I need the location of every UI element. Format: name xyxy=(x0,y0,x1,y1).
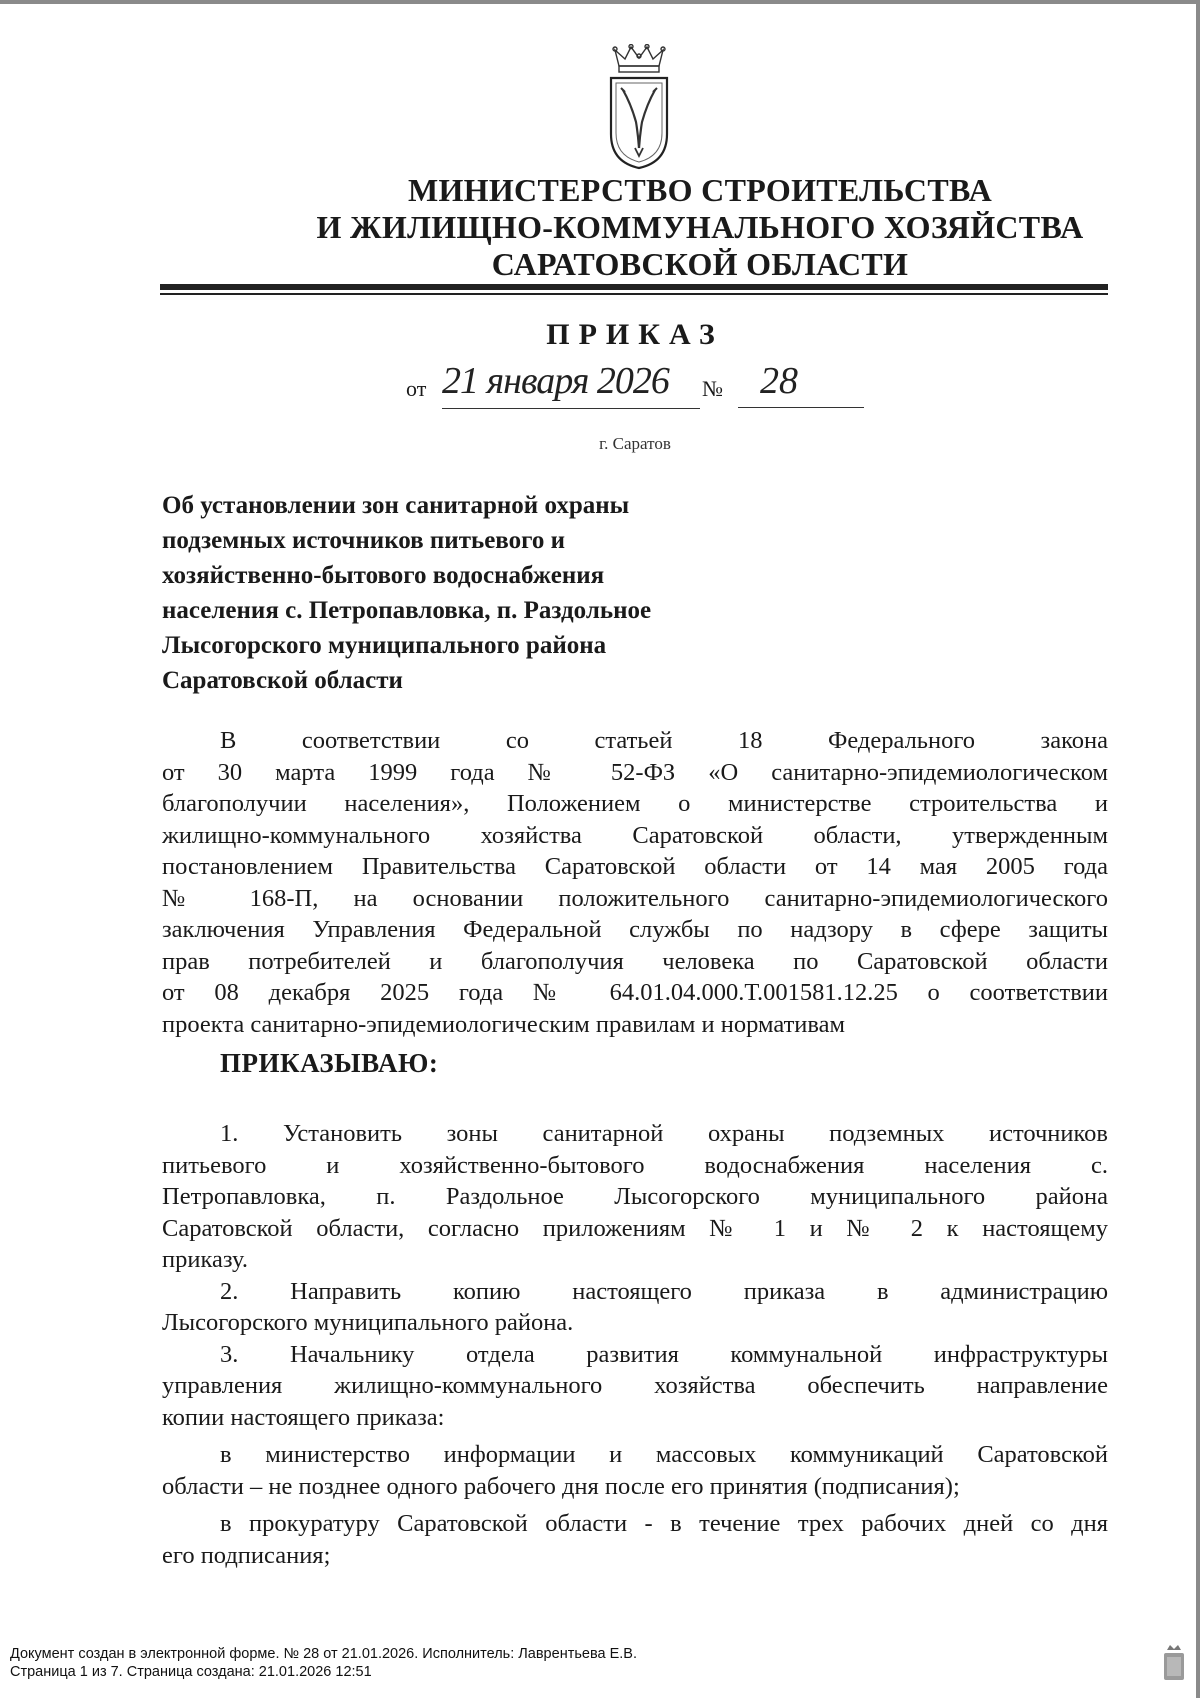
header-rule-thick xyxy=(160,284,1108,290)
ministry-line-1: МИНИСТЕРСТВО СТРОИТЕЛЬСТВА xyxy=(407,172,993,208)
item-1-line: Петропавловка, п. Раздольное Лысогорского муниципального района xyxy=(162,1183,1108,1210)
footer-line-1: Документ создан в электронной форме. № 28 от 21.01.2026. Исполнитель: Лаврентьева Е.В. xyxy=(10,1646,637,1662)
page-border-top xyxy=(0,0,1200,4)
item-1-line: Саратовской области, согласно приложениям № 1 и № 2 к настоящему xyxy=(162,1214,1108,1242)
order-title: ПРИКАЗ xyxy=(546,318,724,351)
subitem-2-line: его подписания; xyxy=(162,1541,331,1569)
subitem-2-line: в прокуратуру Саратовской области - в течение трех рабочих дней со дня xyxy=(220,1510,1108,1537)
preamble-line: от 30 марта 1999 года № 52-ФЗ «О санитарно-эпидемиологическом xyxy=(162,758,1108,786)
order-subject xyxy=(162,488,782,698)
electronic-document-footer xyxy=(10,1645,637,1681)
item-3-line: копии настоящего приказа: xyxy=(162,1403,445,1431)
header-rule-thin xyxy=(160,293,1108,295)
subject-line: Лысогорского муниципального района xyxy=(162,632,607,659)
ministry-name xyxy=(200,172,1200,283)
subject-line: хозяйственно-бытового водоснабжения xyxy=(162,562,605,589)
item-3-line: управления жилищно-коммунального хозяйства обеспечить направление xyxy=(162,1372,1108,1399)
subject-line: населения с. Петропавловка, п. Раздольное xyxy=(162,597,652,624)
footer-line-2: Страница 1 из 7. Страница создана: 21.01.2026 12:51 xyxy=(10,1664,372,1680)
preamble-line: проекта санитарно-эпидемиологическим правилам и нормативам xyxy=(162,1010,846,1038)
preamble-line: постановлением Правительства Саратовской области от 14 мая 2005 года xyxy=(162,853,1108,880)
handwritten-number: 28 xyxy=(738,360,864,408)
preamble-line: от 08 декабря 2025 года № 64.01.04.000.Т.001581.12.25 о соответствии xyxy=(162,979,1108,1006)
preamble-line: В соответствии со статьей 18 Федерального закона xyxy=(220,727,1108,754)
number-prefix: № xyxy=(702,376,723,401)
subject-line: Саратовской области xyxy=(162,667,403,694)
preamble-line: благополучии населения», Положением о министерстве строительства и xyxy=(162,790,1108,817)
ministry-line-3: САРАТОВСКОЙ ОБЛАСТИ xyxy=(491,246,909,282)
subitem-1-line: области – не позднее одного рабочего дня после его принятия (подписания); xyxy=(162,1472,960,1500)
subject-line: Об установлении зон санитарной охраны xyxy=(162,492,630,519)
preamble xyxy=(162,725,1108,1040)
preamble-line: прав потребителей и благополучия человека по Саратовской области xyxy=(162,947,1108,975)
preamble-line: заключения Управления Федеральной службы по надзору в сфере защиты xyxy=(162,916,1108,943)
handwritten-date: 21 января 2026 xyxy=(442,360,700,409)
item-1-line: 1. Установить зоны санитарной охраны подземных источников xyxy=(220,1120,1108,1147)
item-3-line: 3. Начальнику отдела развития коммунальной инфраструктуры xyxy=(220,1340,1108,1368)
preamble-line: № 168-П, на основании положительного санитарно-эпидемиологического xyxy=(162,884,1108,912)
order-items xyxy=(162,1118,1108,1571)
saratov-coat-of-arms-icon xyxy=(603,44,675,172)
ministry-line-2: И ЖИЛИЩНО-КОММУНАЛЬНОГО ХОЗЯЙСТВА xyxy=(316,209,1084,245)
item-2-line: Лысогорского муниципального района. xyxy=(162,1309,574,1336)
item-1-line: приказу. xyxy=(162,1246,248,1273)
subitem-1-line: в министерство информации и массовых коммуникаций Саратовской xyxy=(220,1441,1108,1468)
document-stamp-icon xyxy=(1162,1644,1186,1682)
item-2-line: 2. Направить копию настоящего приказа в администрацию xyxy=(220,1277,1108,1305)
item-1-line: питьевого и хозяйственно-бытового водоснабжения населения с. xyxy=(162,1151,1108,1179)
preamble-line: жилищно-коммунального хозяйства Саратовской области, утвержденным xyxy=(162,821,1108,849)
subject-line: подземных источников питьевого и xyxy=(162,527,566,554)
date-prefix: от xyxy=(406,376,427,401)
city: г. Саратов xyxy=(599,434,671,453)
orders-word: ПРИКАЗЫВАЮ: xyxy=(220,1048,439,1078)
